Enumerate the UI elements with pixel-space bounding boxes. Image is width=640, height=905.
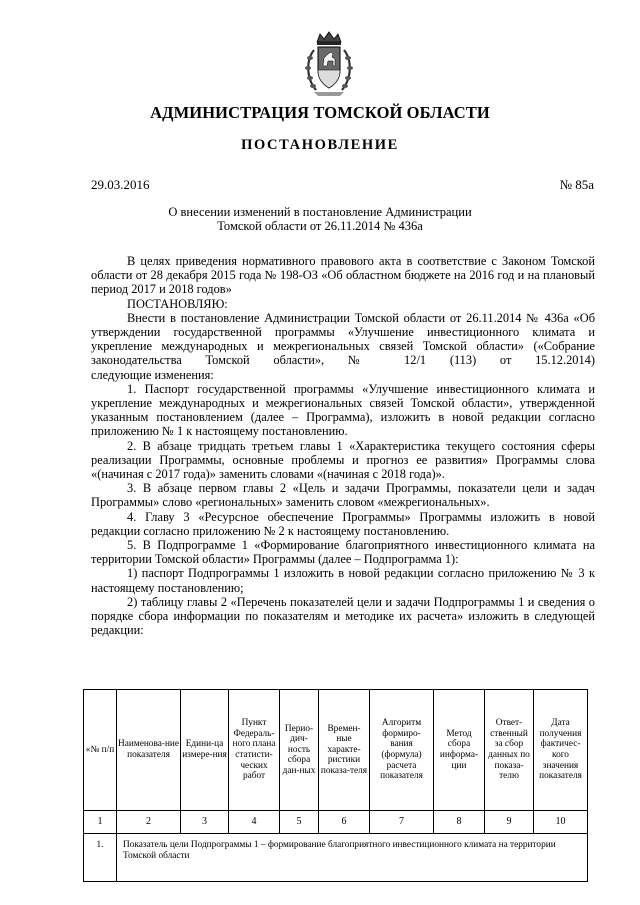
document-body	[91, 254, 595, 637]
item-4-paragraph: 4. Главу 3 «Ресурсное обеспечение Программы» Программы изложить в новой редакции согласно приложению № 2 к настоящему постановлению.	[91, 509, 595, 538]
row-number-cell: 1.	[84, 834, 117, 882]
item-3-paragraph: 3. В абзаце первом главы 2 «Цель и задачи Программы, показатели цели и задач Программы» слово «региональных» заменить словом «межрегиональных».	[91, 481, 595, 510]
table-header-cell: Ответ-ственный за сбор данных по показа-телю	[485, 690, 534, 811]
column-number-cell: 6	[319, 811, 370, 834]
tomsk-region-coat-of-arms-icon	[300, 30, 358, 98]
table-header-cell: «№ п/п	[84, 690, 117, 811]
subject-line-2: Томской области от 26.11.2014 № 436а	[217, 219, 423, 233]
item-1-paragraph: 1. Паспорт государственной программы «Улучшение инвестиционного климата и укрепление международных и межрегиональных связей Томской области», утвержденной указанным постановлением (далее – Программа), изложить в новой редакции согласно приложению № 1 к настоящему постановлению.	[91, 381, 595, 439]
resolve-paragraph: ПОСТАНОВЛЯЮ:	[127, 296, 228, 311]
document-type-title: ПОСТАНОВЛЕНИЕ	[241, 137, 399, 153]
table-header-cell: Времен-ные характе-ристики показа-теля	[319, 690, 370, 811]
subject-line-1: О внесении изменений в постановление Администрации	[168, 205, 472, 219]
table-header-cell: Пункт Федераль-ного плана статисти-ческих работ	[229, 690, 280, 811]
document-subject	[0, 205, 640, 233]
row-text-cell: Показатель цели Подпрограммы 1 – формирование благоприятного инвестиционного климата на территории Томской области	[117, 834, 588, 882]
item-5-paragraph: 5. В Подпрограмме 1 «Формирование благоприятного инвестиционного климата на территории Томской области» Программы (далее – Подпрограмма 1):	[91, 538, 595, 567]
preamble-paragraph: В целях приведения нормативного правового акта в соответствие с Законом Томской области от 28 декабря 2015 года № 198-ОЗ «Об областном бюджете на 2016 год и на плановый период 2017 и 2018 годов»	[91, 254, 595, 297]
column-number-cell: 4	[229, 811, 280, 834]
table-header-row	[84, 690, 588, 811]
table-header-cell: Перио-дич-ность сбора дан-ных	[280, 690, 319, 811]
column-number-cell: 8	[434, 811, 485, 834]
column-number-cell: 5	[280, 811, 319, 834]
table-header-cell: Алгоритм формиро-вания (формула) расчета показателя	[370, 690, 434, 811]
indicators-table	[83, 689, 588, 882]
document-number: № 85а	[559, 177, 594, 192]
item-2-paragraph: 2. В абзаце тридцать третьем главы 1 «Характеристика текущего состояния сферы реализации Программы, основные проблемы и прогноз ее развития» Программы слова «(начиная с 2017 года)» заменить словами «(начиная с 2018 года)».	[91, 438, 595, 482]
table-row	[84, 834, 588, 882]
table-header-cell: Дата получения фактичес-кого значения показателя	[534, 690, 588, 811]
table-header-cell: Метод сбора информа-ции	[434, 690, 485, 811]
amendment-intro-paragraph: Внести в постановление Администрации Томской области от 26.11.2014 № 436а «Об утверждении государственной программы «Улучшение инвестиционного климата и укрепление международных и межрегиональных связей Томской области» («Собрание законодательства Томской области», № 12/1 (113) от 15.12.2014)	[91, 310, 595, 368]
column-number-cell: 9	[485, 811, 534, 834]
table-column-number-row	[84, 811, 588, 834]
amendment-intro-tail: следующие изменения:	[91, 367, 214, 382]
column-number-cell: 1	[84, 811, 117, 834]
column-number-cell: 10	[534, 811, 588, 834]
table-header-cell: Наименова-ние показателя	[117, 690, 181, 811]
column-number-cell: 2	[117, 811, 181, 834]
document-date: 29.03.2016	[91, 177, 150, 192]
table-header-cell: Едини-ца измере-ния	[181, 690, 229, 811]
column-number-cell: 7	[370, 811, 434, 834]
column-number-cell: 3	[181, 811, 229, 834]
item-5-2-paragraph: 2) таблицу главы 2 «Перечень показателей цели и задачи Подпрограммы 1 и сведения о порядке сбора информации по показателям и методике их расчета» изложить в следующей редакции:	[91, 594, 595, 638]
organization-title: АДМИНИСТРАЦИЯ ТОМСКОЙ ОБЛАСТИ	[150, 103, 490, 122]
item-5-1-paragraph: 1) паспорт Подпрограммы 1 изложить в новой редакции согласно приложению № 3 к настоящему постановлению;	[91, 566, 595, 595]
